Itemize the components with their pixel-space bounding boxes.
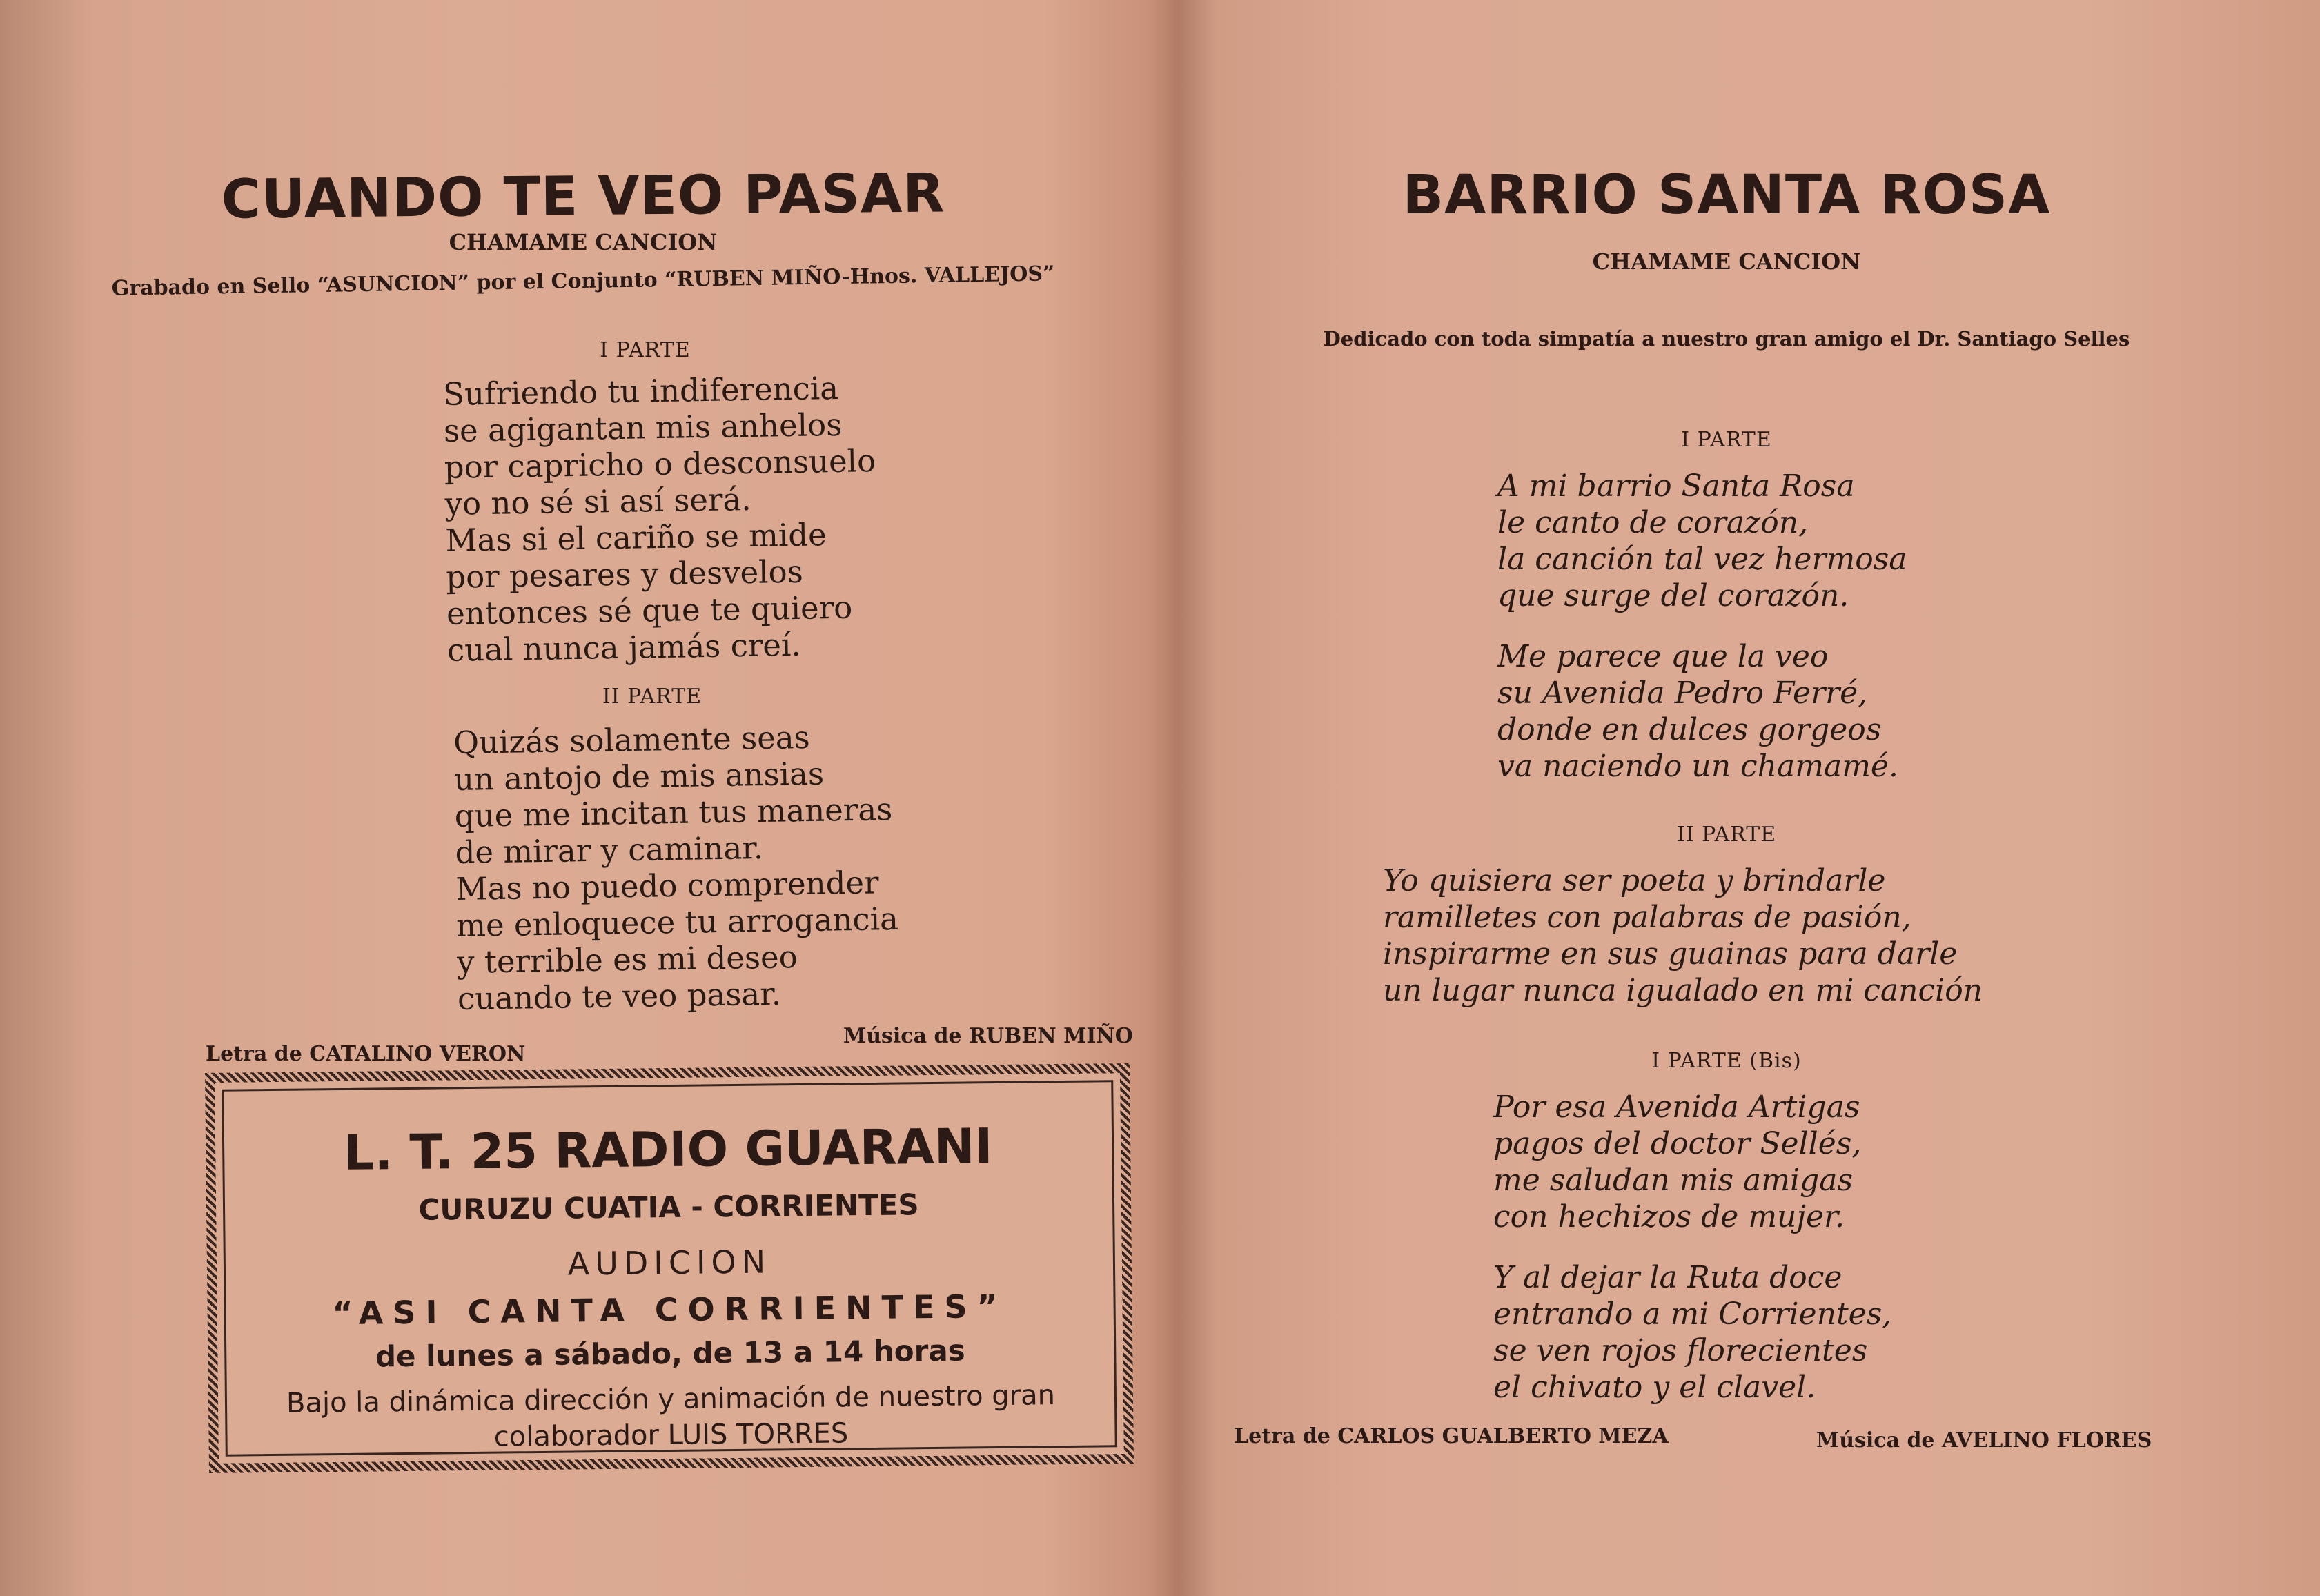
- lyric-line: con hechizos de mujer.: [1493, 1199, 1845, 1234]
- stanza-left-2: [453, 718, 900, 1017]
- part-label-right-3: I PARTE (Bis): [1651, 1049, 1802, 1073]
- radio-station-name: L. T. 25 RADIO GUARANI: [343, 1118, 993, 1181]
- lyric-line: va naciendo un chamamé.: [1497, 749, 1898, 784]
- recording-note: Grabado en Sello “ASUNCION” por el Conjunto “RUBEN MIÑO-Hnos. VALLEJOS”: [111, 262, 1055, 301]
- lyric-line: se ven rojos florecientes: [1493, 1333, 1868, 1368]
- lyric-line: de mirar y caminar.: [455, 829, 764, 871]
- part-label-right-2: II PARTE: [1676, 822, 1777, 847]
- lyric-line: que me incitan tus maneras: [454, 791, 893, 835]
- show-name: “ASI CANTA CORRIENTES”: [332, 1287, 1008, 1332]
- dedication: Dedicado con toda simpatía a nuestro gran amigo el Dr. Santiago Selles: [1323, 327, 2130, 351]
- lyric-line: que surge del corazón.: [1497, 578, 1849, 613]
- part-label-right-1: I PARTE: [1681, 428, 1772, 452]
- lyric-line: por pesares y desvelos: [445, 553, 804, 595]
- song-subtitle-left: CHAMAME CANCION: [449, 229, 718, 255]
- lyric-line: inspirarme en sus guainas para darle: [1383, 936, 1958, 972]
- lyric-line: ramilletes con palabras de pasión,: [1383, 900, 1911, 935]
- lyric-line: la canción tal vez hermosa: [1497, 542, 1907, 577]
- stanza-right-3: [1383, 863, 1983, 1009]
- lyric-line: entrando a mi Corrientes,: [1493, 1297, 1892, 1332]
- lyric-line: me saludan mis amigas: [1493, 1163, 1854, 1198]
- song-subtitle-right: CHAMAME CANCION: [1592, 248, 1861, 275]
- lyric-line: Mas si el cariño se mide: [445, 516, 827, 559]
- stanza-left-1: [443, 369, 879, 669]
- music-credit-left: Música de RUBEN MIÑO: [843, 1024, 1133, 1048]
- song-title-left: CUANDO TE VEO PASAR: [221, 162, 945, 231]
- lyric-line: pagos del doctor Sellés,: [1493, 1126, 1862, 1161]
- lyric-line: su Avenida Pedro Ferré,: [1497, 676, 1868, 711]
- lyric-line: A mi barrio Santa Rosa: [1497, 469, 1855, 504]
- lyric-line: Mas no puedo comprender: [455, 864, 879, 908]
- lyric-line: yo no sé si así será.: [444, 480, 751, 522]
- lyric-line: un antojo de mis ansias: [453, 755, 825, 798]
- part-label-left-2: II PARTE: [602, 684, 702, 709]
- lyric-line: Me parece que la veo: [1497, 639, 1829, 674]
- ad-description-line-1: Bajo la dinámica dirección y animación de nuestro gran: [286, 1379, 1056, 1419]
- lyric-line: Por esa Avenida Artigas: [1493, 1090, 1860, 1125]
- lyric-line: se agigantan mis anhelos: [443, 406, 843, 449]
- lyrics-credit-left: Letra de CATALINO VERON: [206, 1042, 526, 1066]
- lyric-line: entonces sé que te quiero: [446, 589, 853, 632]
- lyric-line: donde en dulces gorgeos: [1497, 712, 1882, 747]
- lyric-line: me enloquece tu arrogancia: [455, 900, 899, 945]
- radio-ad-box: [205, 1063, 1134, 1473]
- stanza-right-5: [1493, 1259, 1891, 1406]
- lyrics-credit-right: Letra de CARLOS GUALBERTO MEZA: [1234, 1424, 1669, 1448]
- lyric-line: cual nunca jamás creí.: [446, 626, 802, 669]
- lyric-line: cuando te veo pasar.: [457, 975, 782, 1018]
- stanza-right-2: [1497, 638, 1898, 785]
- ad-description-line-2: colaborador LUIS TORRES: [493, 1417, 849, 1453]
- radio-city: CURUZU CUATIA - CORRIENTES: [418, 1188, 919, 1227]
- song-title-right: BARRIO SANTA ROSA: [1402, 164, 2051, 226]
- lyric-line: por capricho o desconsuelo: [444, 442, 876, 486]
- lyric-line: y terrible es mi deseo: [456, 938, 798, 981]
- lyric-line: Yo quisiera ser poeta y brindarle: [1383, 863, 1886, 898]
- radio-ad-inner-frame: [222, 1080, 1117, 1457]
- stanza-right-1: [1497, 468, 1907, 614]
- part-label-left-1: I PARTE: [600, 338, 691, 362]
- lyric-line: Y al dejar la Ruta doce: [1493, 1260, 1842, 1295]
- lyric-line: Quizás solamente seas: [453, 718, 811, 762]
- music-credit-right: Música de AVELINO FLORES: [1816, 1428, 2152, 1452]
- right-page: [1181, 0, 2320, 1596]
- lyric-line: el chivato y el clavel.: [1493, 1370, 1816, 1405]
- lyric-line: un lugar nunca igualado en mi canción: [1383, 973, 1983, 1008]
- stanza-right-4: [1493, 1089, 1861, 1235]
- lyric-line: Sufriendo tu indiferencia: [442, 369, 839, 413]
- audicion-label: AUDICION: [567, 1243, 771, 1283]
- lyric-line: le canto de corazón,: [1497, 505, 1809, 540]
- show-schedule: de lunes a sábado, de 13 a 14 horas: [375, 1333, 965, 1374]
